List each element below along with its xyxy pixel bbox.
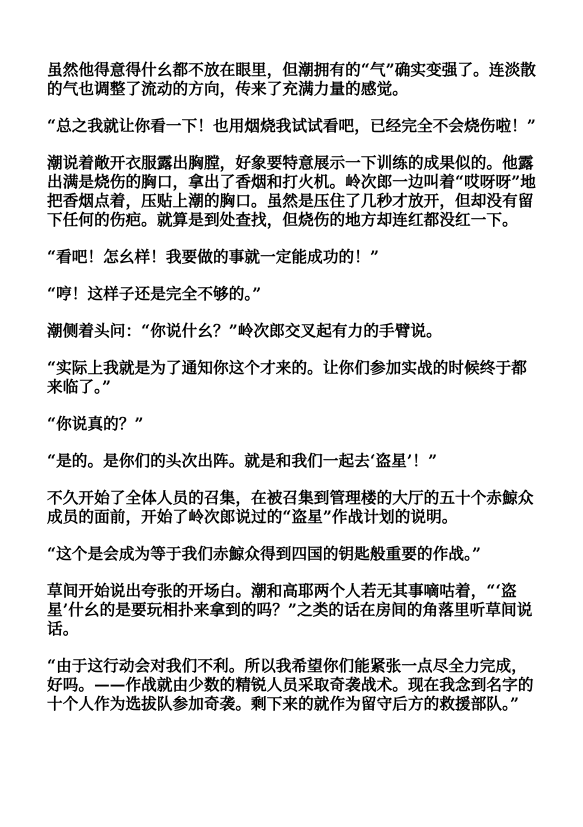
paragraph-8: “你说真的？” bbox=[47, 414, 144, 433]
paragraph-12: 草间开始说出夸张的开场白。潮和高耶两个人若无其事嘀咕着，“‘盗星’什幺的是要玩相扑来拿到的吗？”之类的话在房间的角落里听草间说话。 bbox=[47, 581, 533, 638]
paragraph-2: “总之我就让你看一下！也用烟烧我试试看吧，已经完全不会烧伤啦！” bbox=[47, 116, 536, 135]
paragraph-13: “由于这行动会对我们不利。所以我希望你们能紧张一点尽全力完成，好吗。——作战就由少数的精锐人员采取奇袭战术。现在我念到名字的十个人作为选拔队参加奇袭。剩下来的就作为留守后方的救援部队。” bbox=[47, 656, 534, 713]
paragraph-1: 虽然他得意得什幺都不放在眼里，但潮拥有的“气”确实变强了。连淡散的气也调整了流动的方向，传来了充满力量的感觉。 bbox=[47, 60, 536, 98]
text-body bbox=[47, 60, 537, 731]
paragraph-5: “哼！这样子还是完全不够的。” bbox=[47, 284, 262, 303]
paragraph-3: 潮说着敞开衣服露出胸膛，好象要特意展示一下训练的成果似的。他露出满是烧伤的胸口，拿出了香烟和打火机。岭次郎一边叫着“哎呀呀”地把香烟点着，压贴上潮的胸口。虽然是压住了几秒才放开，但却没有留下任何的伤疤。就算是到处查找，但烧伤的地方却连红都没红一下。 bbox=[47, 153, 536, 229]
paragraph-10: 不久开始了全体人员的召集，在被召集到管理楼的大厅的五十个赤鯨众成员的面前，开始了岭次郎说过的“盗星”作战计划的说明。 bbox=[47, 488, 534, 526]
paragraph-7: “实际上我就是为了通知你这个才来的。让你们参加实战的时候终于都来临了。” bbox=[47, 358, 527, 396]
paragraph-9: “是的。是你们的头次出阵。就是和我们一起去‘盗星’！” bbox=[47, 451, 438, 470]
paragraph-6: 潮侧着头问：“你说什幺？”岭次郎交叉起有力的手臂说。 bbox=[47, 321, 442, 340]
paragraph-4: “看吧！怎幺样！我要做的事就一定能成功的！” bbox=[47, 247, 380, 266]
paragraph-11: “这个是会成为等于我们赤鯨众得到四国的钥匙般重要的作战。” bbox=[47, 544, 482, 563]
